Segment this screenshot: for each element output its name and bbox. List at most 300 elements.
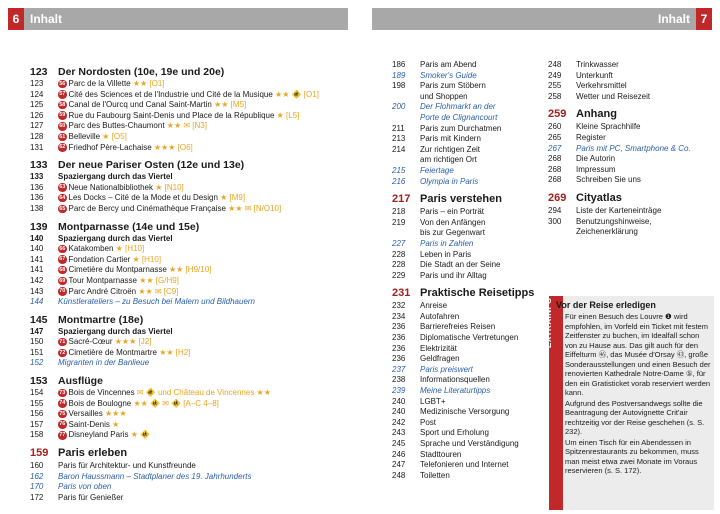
toc-entry	[392, 375, 534, 386]
toc-entry-title: Toiletten	[420, 470, 450, 480]
toc-entry	[392, 407, 534, 418]
toc-entry-title: Unterkunft	[576, 70, 613, 80]
toc-page-number: 189	[392, 70, 406, 80]
toc-entry-title: Autofahren	[420, 311, 460, 321]
toc-page-number: 246	[392, 449, 406, 459]
toc-page-number	[392, 155, 420, 166]
toc-entry-title: 61 Belleville ★ [O5]	[59, 131, 127, 141]
toc-page-number: 300	[548, 216, 562, 226]
toc-page-number: 198	[392, 81, 406, 91]
toc-entry-title: Barrierefreies Reisen	[420, 322, 496, 332]
toc-page-number: 142	[30, 275, 44, 285]
toc-page-number: 259	[548, 108, 567, 121]
toc-entry-title: 58 Canal de l'Ourcq und Canal Saint-Martin ★★ [M5]	[59, 100, 247, 110]
toc-entry-title: Post	[420, 417, 437, 427]
toc-section-heading	[30, 313, 360, 327]
toc-entry-title: Trinkwasser	[576, 60, 619, 69]
toc-entry-title: Praktische Reisetipps	[420, 287, 534, 300]
toc-entry	[30, 409, 360, 420]
toc-entry-title: Telefonieren und Internet	[420, 460, 509, 470]
toc-entry	[30, 255, 360, 266]
toc-entry	[548, 133, 713, 144]
poi-number-badge: 72	[59, 349, 66, 356]
toc-entry	[392, 344, 534, 355]
toc-entry-title: Wetter und Reisezeit	[576, 91, 651, 101]
toc-entry-title: Paris in Zahlen	[420, 238, 474, 248]
toc-entry-title: Der Nordosten (10e, 19e und 20e)	[58, 66, 225, 78]
toc-entry	[548, 60, 713, 71]
poi-number-badge: 56	[59, 80, 66, 87]
extrainfo-list	[556, 312, 712, 476]
poi-number-badge: 60	[59, 123, 66, 130]
poi-number-badge: 70	[59, 288, 66, 295]
toc-entry-title: Liste der Karteneinträge	[576, 205, 662, 215]
toc-entry-title: Paris verstehen	[420, 193, 502, 206]
toc-entry	[30, 461, 360, 472]
toc-entry	[392, 260, 534, 271]
toc-page-number: 267	[548, 143, 562, 153]
toc-entry	[548, 71, 713, 82]
toc-page-number: 172	[30, 492, 44, 502]
toc-page-number	[548, 227, 576, 238]
toc-entry	[30, 358, 360, 369]
toc-entry	[392, 386, 534, 397]
toc-entry	[392, 134, 534, 145]
toc-entry-title: Baron Haussmann – Stadtplaner des 19. Jahrhunderts	[58, 471, 252, 481]
rating-and-grid-ref: ★ [O5]	[100, 131, 127, 141]
toc-entry-title: Paris zum Stöbern	[420, 81, 486, 91]
toc-page-number: 123	[30, 79, 44, 88]
poi-number-badge: 69	[59, 277, 66, 284]
toc-entry	[392, 471, 534, 482]
toc-entry	[30, 287, 360, 298]
toc-entry-title: Meine Literaturtipps	[420, 386, 491, 396]
toc-entry	[392, 81, 534, 92]
toc-page-number: 136	[30, 193, 44, 203]
extrainfo-title: Vor der Reise erledigen	[556, 300, 656, 310]
poi-number-badge: 68	[59, 266, 66, 273]
toc-entry	[30, 90, 360, 101]
poi-number-badge: 71	[59, 338, 66, 345]
toc-entry-title: Paris – ein Porträt	[420, 207, 485, 217]
toc-entry-title: Sport und Erholung	[420, 428, 489, 438]
toc-entry	[548, 217, 713, 228]
toc-entry-title: Schreiben Sie uns	[576, 175, 641, 185]
extrainfo-item-text: Für einen Besuch des Louvre ❶ wird empfohlen, im Vorfeld ein Ticket mit festem Zeitfenster zu buchen, im Idealfall schon von zu Hause aus. Das gilt auch für den Eiffelturm ㊻, das Musée d'Orsay ㊸, große Sonderausstellungen und einen Besuch der renovierten Kathedrale Notre-Dame ⑤, für den ein Gratisticket vorab reserviert werden kann.	[565, 312, 711, 397]
toc-page-number: 248	[392, 470, 406, 480]
poi-number-badge: 57	[59, 91, 66, 98]
toc-page-number: 245	[392, 439, 406, 448]
toc-page-number: 125	[30, 100, 44, 110]
toc-entry-title: Der neue Pariser Osten (12e und 13e)	[58, 159, 245, 172]
poi-number-badge: 77	[59, 432, 66, 439]
toc-entry-title: 77 Disneyland Paris ★ 🚸	[59, 430, 151, 440]
chevron-right-icon: ›	[556, 398, 559, 408]
toc-section-heading	[30, 445, 360, 461]
toc-entry-title: LGBT+	[420, 396, 446, 406]
toc-entry	[392, 218, 534, 229]
toc-entry	[392, 397, 534, 408]
toc-entry	[30, 337, 360, 348]
toc-page-number: 229	[392, 270, 406, 280]
rating-and-grid-ref: ★ 🚸	[128, 430, 151, 440]
toc-page-number: 258	[548, 91, 562, 101]
toc-entry	[30, 193, 360, 204]
toc-page-number: 228	[392, 249, 406, 259]
toc-page-number: 231	[392, 287, 411, 300]
toc-entry	[30, 183, 360, 194]
toc-entry	[392, 60, 534, 71]
toc-entry-title: Verkehrsmittel	[576, 81, 627, 91]
toc-entry	[392, 102, 534, 113]
toc-entry-title: Informationsquellen	[420, 375, 490, 385]
chevron-right-icon: ›	[556, 312, 559, 321]
toc-entry	[392, 145, 534, 156]
toc-page-number: 213	[392, 134, 406, 144]
toc-page-number: 236	[392, 333, 406, 343]
toc-entry-title: Paris am Abend	[420, 60, 477, 69]
toc-entry	[548, 144, 713, 155]
rating-and-grid-ref: ★★★ [O6]	[151, 142, 193, 152]
toc-page-number: 239	[392, 386, 406, 396]
toc-page-number: 141	[30, 254, 44, 264]
toc-page-number	[392, 113, 420, 124]
toc-page-number: 234	[392, 311, 406, 321]
toc-entry	[392, 460, 534, 471]
toc-page-number: 268	[548, 175, 562, 185]
toc-page-number: 151	[30, 347, 44, 357]
toc-page-number: 170	[30, 482, 44, 492]
rating-and-grid-ref: ★★ [O1]	[130, 79, 165, 88]
toc-page-number: 219	[392, 217, 406, 227]
toc-page-number: 200	[392, 102, 406, 112]
toc-entry	[548, 175, 713, 186]
toc-entry-title: 75 Versailles ★★★	[59, 409, 127, 419]
toc-entry	[30, 493, 360, 504]
toc-page-number: 133	[30, 159, 48, 172]
toc-entry-title: Anhang	[576, 108, 617, 121]
toc-entry-title: Geldfragen	[420, 354, 460, 364]
toc-page-number: 217	[392, 193, 411, 206]
rating-and-grid-ref: ★ [H10]	[130, 254, 162, 264]
toc-page-number: 153	[30, 375, 48, 388]
toc-entry	[30, 79, 360, 90]
toc-page-number: 139	[30, 220, 48, 233]
toc-entry-title: Leben in Paris	[420, 249, 472, 259]
rating-and-grid-ref: ★★ ✉ [C9]	[136, 286, 179, 296]
toc-entry-title: Paris für Architektur- und Kunstfreunde	[58, 461, 196, 471]
right-page-header	[372, 8, 712, 30]
toc-entry-title: 62 Friedhof Père-Lachaise ★★★ [O6]	[59, 142, 193, 152]
left-page-header	[8, 8, 348, 30]
toc-entry	[30, 244, 360, 255]
toc-column-2	[392, 60, 534, 481]
toc-entry	[392, 271, 534, 282]
left-page-number: 6	[8, 8, 24, 30]
toc-page-number: 143	[30, 286, 44, 296]
toc-page-number: 150	[30, 337, 44, 347]
toc-entry	[392, 322, 534, 333]
toc-entry	[392, 450, 534, 461]
toc-entry-title: Smoker's Guide	[420, 70, 477, 80]
toc-page-number	[392, 92, 420, 103]
toc-entry-title: Montparnasse (14e und 15e)	[58, 220, 200, 233]
toc-page-number: 268	[548, 164, 562, 174]
toc-page-number: 237	[392, 364, 406, 374]
toc-section-heading	[30, 65, 360, 79]
toc-entry-title: Ausflüge	[58, 375, 103, 388]
toc-column-1	[30, 60, 360, 503]
toc-page-number: 232	[392, 301, 406, 311]
toc-entry-title: Olympia in Paris	[420, 176, 479, 186]
toc-page-number: 240	[392, 407, 406, 417]
toc-section-heading	[392, 285, 534, 301]
toc-page-number: 218	[392, 207, 406, 217]
toc-entry	[30, 100, 360, 111]
toc-page-number: 156	[30, 409, 44, 419]
toc-entry-title: bis zur Gegenwart	[420, 228, 485, 238]
toc-entry-title: Register	[576, 132, 606, 142]
poi-number-badge: 59	[59, 112, 66, 119]
rating-and-grid-ref: ★ [N10]	[153, 182, 184, 192]
toc-section-heading	[30, 158, 360, 172]
toc-page-number: 265	[548, 132, 562, 142]
poi-number-badge: 61	[59, 133, 66, 140]
toc-entry	[30, 399, 360, 410]
toc-entry-title: Spaziergang durch das Viertel	[58, 326, 173, 336]
toc-page-number: 268	[548, 154, 562, 164]
extrainfo-item	[556, 438, 712, 476]
toc-entry	[30, 388, 360, 399]
toc-entry-title: Feiertage	[420, 165, 454, 175]
toc-entry	[30, 111, 360, 122]
toc-page-number: 133	[30, 172, 44, 182]
poi-number-badge: 73	[59, 389, 66, 396]
toc-page-number: 214	[392, 144, 406, 154]
rating-and-grid-ref: ★★ [M5]	[211, 100, 247, 110]
toc-section-heading	[30, 374, 360, 388]
toc-page-number: 128	[30, 131, 44, 141]
toc-entry-title: Paris erleben	[58, 447, 128, 460]
toc-entry	[30, 121, 360, 132]
toc-entry	[30, 472, 360, 483]
toc-entry-title: 71 Sacré-Cœur ★★★ [J2]	[59, 337, 152, 347]
toc-page-number: 186	[392, 60, 406, 69]
toc-page-number: 124	[30, 89, 44, 99]
toc-entry-title: Paris zum Durchatmen	[420, 123, 502, 133]
toc-section-heading	[548, 106, 713, 122]
toc-entry-title: Paris mit Kindern	[420, 134, 481, 144]
toc-page-number: 236	[392, 354, 406, 364]
toc-entry-title: Montmartre (18e)	[58, 313, 144, 326]
toc-page-number: 243	[392, 428, 406, 438]
toc-page-number: 236	[392, 343, 406, 353]
extrainfo-item	[556, 399, 712, 437]
toc-entry	[392, 228, 534, 239]
toc-entry-title: Zeichenerklärung	[576, 227, 638, 237]
toc-page-number: 152	[30, 358, 44, 368]
toc-entry-title: Spaziergang durch das Viertel	[58, 172, 173, 182]
toc-entry-title: 57 Cité des Sciences et de l'Industrie und Cité de la Musique ★★ 🚸 [O1]	[59, 89, 319, 99]
toc-entry-title: 60 Parc des Buttes-Chaumont ★★ ✉ [N3]	[59, 121, 207, 131]
rating-and-grid-ref: ★★ ✉ [N3]	[164, 121, 207, 131]
toc-entry	[30, 420, 360, 431]
toc-page-number: 236	[392, 322, 406, 332]
toc-entry-title: Kleine Sprachhilfe	[576, 122, 641, 132]
toc-page-number: 227	[392, 238, 406, 248]
toc-entry-title: Künstlerateliers – zu Besuch bei Malern und Bildhauern	[58, 297, 256, 307]
toc-section-heading	[392, 191, 534, 207]
toc-page-number: 154	[30, 388, 44, 398]
toc-entry	[392, 113, 534, 124]
toc-page-number: 158	[30, 430, 44, 440]
toc-page-number: 157	[30, 419, 44, 429]
toc-page-number: 240	[392, 396, 406, 406]
rating-and-grid-ref: ★ [M9]	[217, 193, 246, 203]
poi-number-badge: 67	[59, 256, 66, 263]
toc-page-number: 127	[30, 121, 44, 131]
toc-entry-title: 63 Neue Nationalbibliothek ★ [N10]	[59, 182, 184, 192]
rating-and-grid-ref: ★★ ✉ [N/O10]	[225, 203, 282, 213]
toc-entry	[392, 354, 534, 365]
poi-number-badge: 63	[59, 184, 66, 191]
toc-entry-title: Elektrizität	[420, 343, 457, 353]
toc-page-number: 126	[30, 110, 44, 120]
chevron-right-icon: ›	[556, 437, 559, 447]
toc-entry-title: Cityatlas	[576, 191, 622, 204]
toc-entry-title: Anreise	[420, 301, 448, 311]
rating-and-grid-ref: ★★ [H2]	[156, 347, 191, 357]
toc-entry-title: Diplomatische Vertretungen	[420, 333, 519, 343]
toc-entry	[548, 206, 713, 217]
toc-page-number: 215	[392, 165, 406, 175]
toc-page-number: 260	[548, 122, 562, 132]
toc-page-number: 228	[392, 260, 406, 270]
toc-entry-title: 64 Les Docks – Cité de la Mode et du Design ★ [M9]	[59, 193, 246, 203]
toc-entry	[392, 166, 534, 177]
extrainfo-body	[556, 300, 712, 477]
toc-entry-title: Paris preiswert	[420, 364, 473, 374]
toc-entry-title: Der Flohmarkt an der	[420, 102, 496, 112]
toc-page-number: 123	[30, 66, 48, 78]
toc-entry	[392, 124, 534, 135]
toc-entry	[392, 365, 534, 376]
toc-entry	[30, 297, 360, 308]
toc-page-number: 249	[548, 70, 562, 80]
toc-page-number: 131	[30, 142, 44, 152]
toc-entry	[392, 177, 534, 188]
toc-entry-title: am richtigen Ort	[420, 155, 477, 165]
toc-page-number: 247	[392, 460, 406, 470]
toc-entry-title: 56 Parc de la Villette ★★ [O1]	[59, 79, 165, 88]
toc-entry-title: 70 Parc André Citroën ★★ ✉ [C9]	[59, 286, 179, 296]
toc-entry	[392, 301, 534, 312]
toc-entry	[30, 172, 360, 183]
toc-entry	[548, 227, 713, 238]
toc-page-number: 216	[392, 176, 406, 186]
toc-entry-title: 67 Fondation Cartier ★ [H10]	[59, 254, 162, 264]
toc-page-number: 138	[30, 203, 44, 213]
toc-entry	[392, 239, 534, 250]
toc-section-heading	[30, 220, 360, 234]
poi-number-badge: 58	[59, 101, 66, 108]
toc-entry-title: Spaziergang durch das Viertel	[58, 233, 173, 243]
rating-and-grid-ref: ★★ [H9/10]	[166, 265, 212, 275]
rating-and-grid-ref: ★★ 🚸 [O1]	[272, 89, 319, 99]
toc-entry-title: 72 Cimetière de Montmartre ★★ [H2]	[59, 347, 191, 357]
toc-entry-title: 68 Cimetière du Montparnasse ★★ [H9/10]	[59, 265, 212, 275]
toc-page-number: 140	[30, 244, 44, 254]
toc-entry	[30, 327, 360, 338]
toc-page-number: 269	[548, 191, 567, 204]
rating-and-grid-ref: ★★ 🚸 ✉ 🚸 [A–C 4–8]	[131, 398, 219, 408]
toc-page-number: 211	[392, 123, 405, 133]
toc-entry	[30, 482, 360, 493]
toc-entry	[548, 81, 713, 92]
toc-page-number: 294	[548, 205, 562, 215]
toc-entry-title: Medizinische Versorgung	[420, 407, 510, 417]
toc-entry	[392, 71, 534, 82]
toc-entry	[30, 143, 360, 154]
toc-entry	[30, 265, 360, 276]
poi-number-badge: 65	[59, 205, 66, 212]
poi-number-badge: 62	[59, 144, 66, 151]
left-page-title: Inhalt	[30, 12, 62, 26]
toc-page-number: 238	[392, 375, 406, 385]
toc-page-number: 141	[30, 265, 44, 275]
toc-entry-title: 74 Bois de Boulogne ★★ 🚸 ✉ 🚸 [A–C 4–8]	[59, 398, 219, 408]
toc-entry-title: Paris für Genießer	[58, 492, 124, 502]
toc-column-3	[548, 60, 713, 238]
toc-entry-title: Zur richtigen Zeit	[420, 144, 481, 154]
toc-entry-title: Die Autorin	[576, 154, 616, 164]
toc-entry-title: 69 Tour Montparnasse ★★ [G/H9]	[59, 275, 179, 285]
toc-entry	[548, 165, 713, 176]
toc-entry-title: Paris und ihr Alltag	[420, 270, 487, 280]
toc-entry	[30, 348, 360, 359]
toc-entry-title: 65 Parc de Bercy und Cinémathèque Française ★★ ✉ [N/O10]	[59, 203, 282, 213]
toc-entry	[548, 92, 713, 103]
rating-and-grid-ref: ★ [H10]	[113, 244, 145, 254]
toc-page-number: 140	[30, 233, 44, 243]
extrainfo-item-text: Um einen Tisch für ein Abendessen in Spitzenrestaurants zu bekommen, muss man meist etwa zwei Monate im Voraus reservieren (s. S. 172).	[565, 437, 699, 475]
toc-entry-title: Sprache und Verständigung	[420, 439, 519, 448]
toc-entry	[392, 439, 534, 450]
toc-page-number: 145	[30, 313, 48, 326]
toc-page-number: 255	[548, 81, 562, 91]
toc-entry-title: Die Stadt an der Seine	[420, 260, 501, 270]
rating-and-grid-ref: ★	[109, 419, 120, 429]
toc-entry	[30, 276, 360, 287]
toc-entry	[30, 234, 360, 245]
toc-page-number	[392, 228, 420, 239]
toc-entry	[30, 132, 360, 143]
extrainfo-tag	[542, 296, 556, 354]
toc-entry-title: und Shoppen	[420, 91, 468, 101]
toc-page-number: 242	[392, 417, 406, 427]
toc-entry-title: 76 Saint-Denis ★	[59, 419, 120, 429]
rating-and-grid-ref: ★★★ [J2]	[112, 337, 152, 347]
toc-entry	[392, 312, 534, 323]
toc-page-number: 162	[30, 471, 44, 481]
toc-entry	[392, 155, 534, 166]
right-page-title: Inhalt	[658, 12, 690, 26]
toc-entry-title: 59 Rue du Faubourg Saint-Denis und Place de la République ★ [L5]	[59, 110, 300, 120]
toc-entry	[392, 92, 534, 103]
extrainfo-tag-label: EXTRAINFO	[544, 297, 553, 348]
right-page-number: 7	[696, 8, 712, 30]
toc-entry	[548, 122, 713, 133]
